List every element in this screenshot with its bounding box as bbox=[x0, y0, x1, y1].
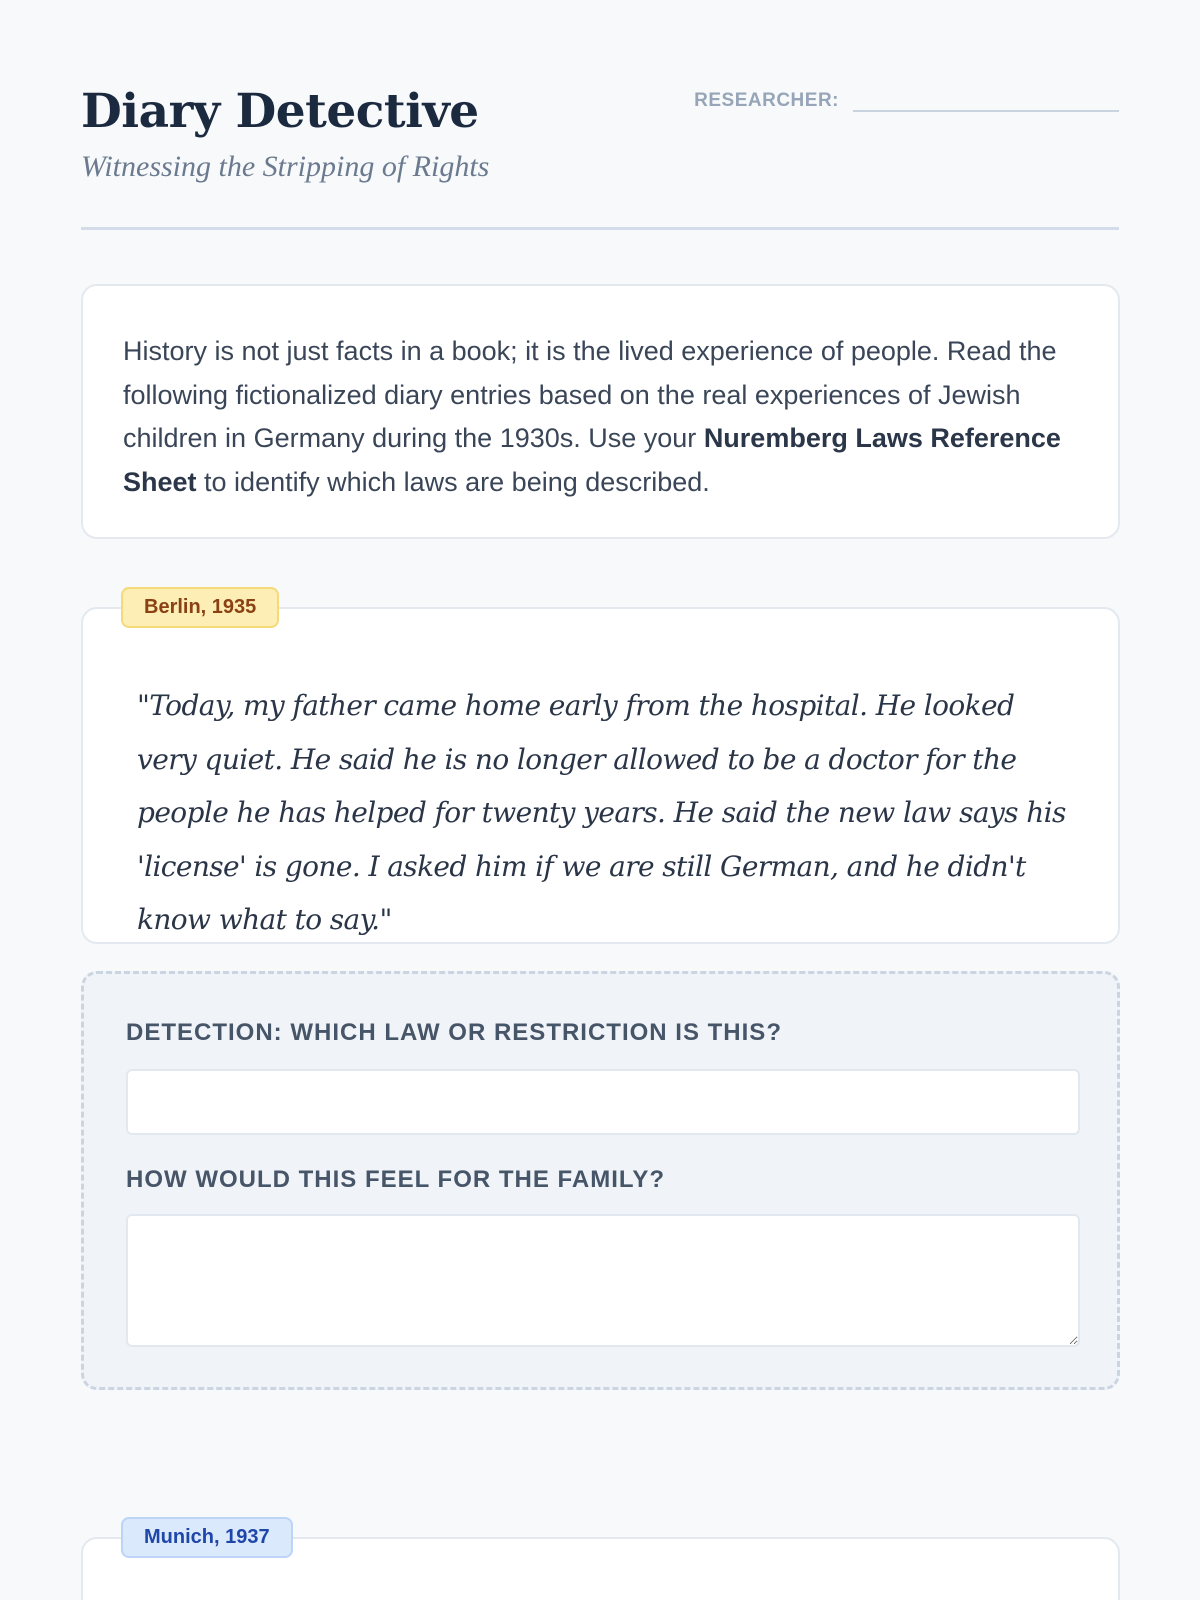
detection-panel bbox=[81, 971, 1120, 1390]
diary-entry-card bbox=[81, 1526, 1120, 1600]
feeling-answer-field[interactable] bbox=[126, 1214, 1080, 1347]
detection-question-label: DETECTION: WHICH LAW OR RESTRICTION IS THIS? bbox=[126, 1019, 782, 1046]
reference-sheet-name: Nuremberg Laws Reference Sheet bbox=[123, 423, 1061, 497]
diary-entry-card bbox=[81, 596, 1120, 944]
researcher-field-group bbox=[694, 84, 1119, 112]
page-title: Diary Detective bbox=[81, 84, 479, 139]
page-subtitle: Witnessing the Stripping of Rights bbox=[81, 150, 490, 183]
worksheet-header bbox=[81, 0, 1119, 230]
location-date-badge: Munich, 1937 bbox=[121, 1517, 293, 1558]
diary-entry-text: "Today, my father came home early from the hospital. He looked very quiet. He said he is no longer allowed to be a doctor for the people he has helped for twenty years. He said the new law says his 'license' is gone. I asked him if we are still German, and he didn't know what to say." bbox=[137, 689, 1066, 936]
instructions-text-end: to identify which laws are being described. bbox=[196, 466, 710, 497]
law-answer-field[interactable] bbox=[126, 1069, 1080, 1135]
instructions-text-start: History is not just facts in a book; it is the lived experience of people. Read the following fictionalized diary entries based on the real experiences of Jewish children in Germany during the 1930s. Use your bbox=[123, 336, 1057, 453]
instructions-card bbox=[81, 284, 1120, 539]
researcher-name-input[interactable] bbox=[853, 84, 1119, 112]
feeling-question-label: HOW WOULD THIS FEEL FOR THE FAMILY? bbox=[126, 1166, 665, 1193]
researcher-label: RESEARCHER: bbox=[694, 90, 839, 111]
location-date-badge: Berlin, 1935 bbox=[121, 587, 279, 628]
